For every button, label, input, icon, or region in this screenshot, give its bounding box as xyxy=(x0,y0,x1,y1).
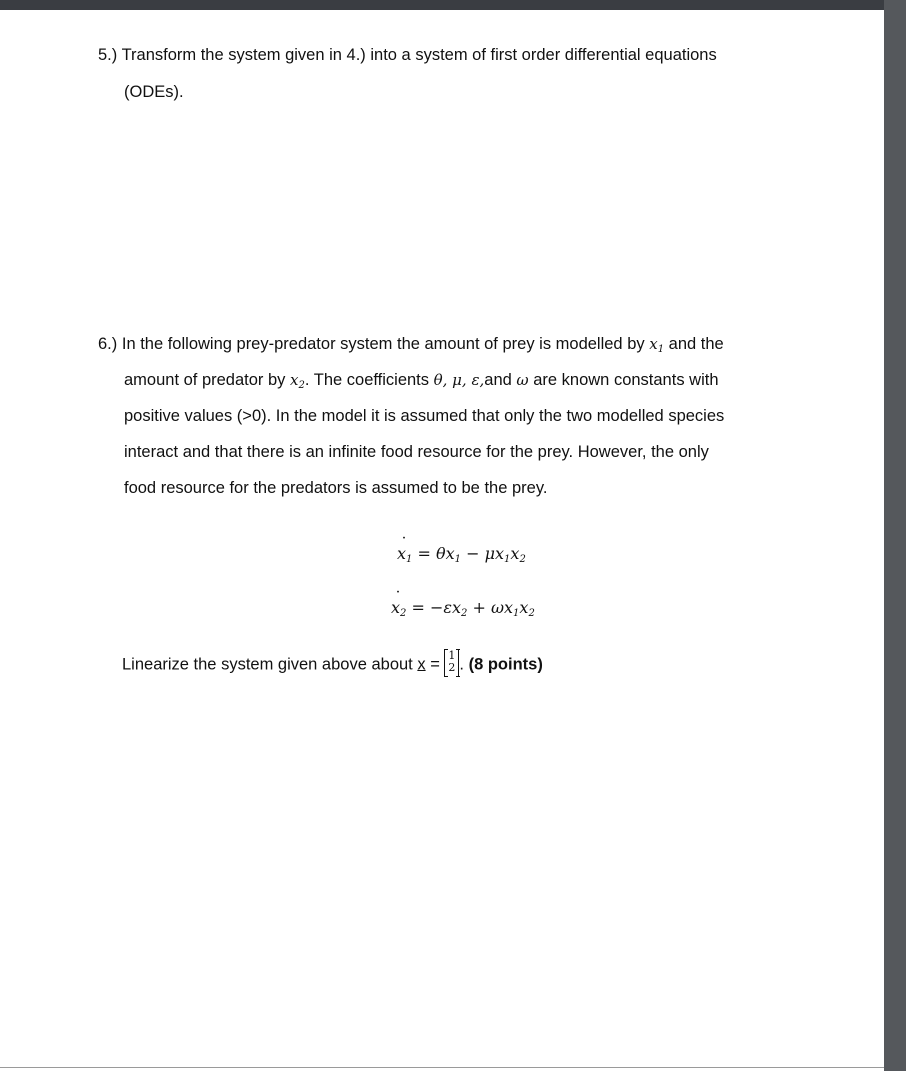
question-5-text-line-1: Transform the system given in 4.) into a system of first order differential equations xyxy=(121,46,717,64)
question-6-line-3 xyxy=(124,406,724,426)
task-period: . xyxy=(459,655,469,674)
linearization-point-vector: 1 2 xyxy=(444,650,459,676)
question-5-text-line-2: (ODEs). xyxy=(124,83,184,101)
equation-2: ˙ $x_2 = -\varepsilon x_2 + \omega x_1x_2$ xyxy=(391,598,535,619)
question-6-text-line-5: food resource for the predators is assumed to be the prey. xyxy=(124,479,548,497)
question-6-line-5 xyxy=(124,478,547,498)
question-6-text-line-3: positive values (>0). In the model it is assumed that only the two modelled species xyxy=(124,407,725,425)
equation-1: ˙ $x_1 = \theta x_1 - \mu x_1x_2$ xyxy=(397,544,526,565)
scrollbar-track[interactable] xyxy=(884,0,906,1071)
coefficient-symbols: θ, μ, ε, xyxy=(433,371,485,389)
variable-x1: $x_1$ xyxy=(649,335,665,355)
question-6-text-line-4: interact and that there is an infinite food resource for the prey. However, the only xyxy=(124,443,709,461)
points-label: (8 points) xyxy=(468,655,543,674)
equation-1-rhs: = θx xyxy=(417,544,455,563)
equation-2-rhs: = −εx xyxy=(411,598,462,617)
document-page xyxy=(0,10,884,1067)
question-6-task xyxy=(122,649,543,678)
task-vector-variable: x xyxy=(417,655,426,674)
variable-x2: $x_2$ xyxy=(290,371,305,391)
question-6-text-line-2c: and xyxy=(484,371,512,389)
equation-1-lhs: ˙ x xyxy=(397,544,406,563)
question-6-text-line-1a: In the following prey-predator system the amount of prey is modelled by xyxy=(121,335,645,353)
question-6-text-line-1b: and the xyxy=(668,335,724,353)
question-6-line-4 xyxy=(124,442,709,462)
task-text: Linearize the system given above about xyxy=(122,655,418,674)
question-6-text-line-2a: amount of predator by xyxy=(124,371,286,389)
window-top-bar xyxy=(0,0,906,10)
page-bottom-edge xyxy=(0,1067,884,1068)
omega-symbol: ω xyxy=(516,371,529,389)
question-6-text-line-2b: . The coefficients xyxy=(304,371,430,389)
question-5-line-2 xyxy=(124,82,184,102)
question-6-line-1 xyxy=(98,334,724,360)
question-5-number: 5.) xyxy=(98,46,118,64)
task-equals: = xyxy=(425,655,445,674)
equation-2-lhs: ˙ x xyxy=(391,598,400,617)
question-6-number: 6.) xyxy=(98,335,118,353)
question-6-text-line-2d: are known constants with xyxy=(533,371,719,389)
question-6-line-2 xyxy=(124,370,719,396)
question-5-line-1 xyxy=(98,45,717,65)
